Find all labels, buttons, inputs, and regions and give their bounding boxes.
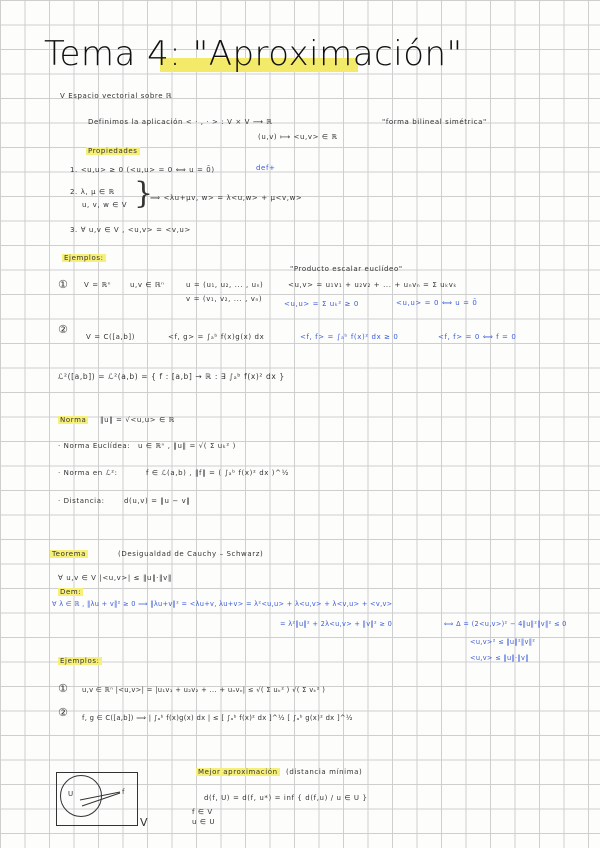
brace-icon: } [134,176,154,211]
example-4-number: ② [58,706,69,719]
norma-euclidea-label: · Norma Euclídea: [58,442,131,450]
distancia-label: · Distancia: [58,497,105,505]
example-3-number: ① [58,682,69,695]
example-1-u: u = (u₁, u₂, ... , uₙ) [186,281,264,289]
ejemplos-label-1: Ejemplos: [64,254,104,262]
property-2-condition-2: u, v, w ∈ V [82,201,128,209]
property-2-condition-1: 2. λ, μ ∈ ℝ [70,188,115,196]
property-1: 1. <u,u> ≥ 0 (<u,u> = 0 ⟺ u = 0̄) [70,166,215,174]
example-2-definition: <f, g> = ∫ₐᵇ f(x)g(x) dx [168,333,265,341]
demostracion-label: Dem: [60,588,82,596]
mejor-aproximacion-definition: d(f, U) = d(f, u*) = inf { d(f,u) / u ∈ U } [204,794,368,802]
example-1-vars: u,v ∈ ℝⁿ [130,281,165,289]
norma-euclidea-definition: u ∈ ℝⁿ , ‖u‖ = √( Σ uₖ² ) [138,442,236,450]
teorema-name: (Desigualdad de Cauchy – Schwarz) [118,550,264,558]
example-3-text: u,v ∈ ℝⁿ |<u,v>| = |u₁v₁ + u₂v₂ + ... + uₙvₙ| ≤ √( Σ uₖ² ) √( Σ vₖ² ) [82,686,326,694]
norma-l2-definition: f ∈ ℒ(a,b) , ‖f‖ = ( ∫ₐᵇ f(x)² dx )^½ [146,469,289,477]
property-1-note: def+ [256,164,276,172]
diagram-label-v: V [140,816,149,829]
example-1-number: ① [58,278,69,291]
projection-lines [56,772,138,826]
example-2-number: ② [58,323,69,336]
example-2-positivity: <f, f> = ∫ₐᵇ f(x)² dx ≥ 0 [300,333,399,341]
l2-space-definition: ℒ²([a,b]) = ℒ²(a,b) = { f : [a,b] → ℝ : ∃ ∫ₐᵇ f(x)² dx } [58,372,285,381]
demostracion-line-3: <u,v>² ≤ ‖u‖²‖v‖² [470,638,536,646]
page-title: Tema 4: "Aproximación" [44,34,463,74]
example-2-zero: <f, f> = 0 ⟺ f = 0 [438,333,517,341]
example-1-zero: <u,u> = 0 ⟺ u = 0̄ [396,299,478,307]
condition-f: f ∈ V [192,808,213,816]
example-4-text: f, g ∈ C([a,b]) ⟹ | ∫ₐᵇ f(x)g(x) dx | ≤ [ ∫ₐᵇ f(x)² dx ]^½ [ ∫ₐᵇ g(x)² dx ]^½ [82,714,353,722]
definition-note: "forma bilineal simétrica" [382,118,487,126]
example-1-v: v = (v₁, v₂, ... , vₙ) [186,295,263,303]
norma-l2-label: · Norma en ℒ²: [58,469,118,477]
demostracion-line-2b: ⟺ Δ = (2<u,v>)² − 4‖u‖²‖v‖² ≤ 0 [444,620,567,628]
propiedades-label: Propiedades [88,147,138,155]
vector-space-heading: V Espacio vectorial sobre ℝ [60,92,173,100]
definition-line-2: (u,v) ⟼ <u,v> ∈ ℝ [258,133,338,141]
teorema-label: Teorema [52,550,87,558]
mejor-aproximacion-label: Mejor aproximación [198,768,278,776]
teorema-statement: ∀ u,v ∈ V |<u,v>| ≤ ‖u‖·‖v‖ [58,574,172,582]
diagram-label-f: f [122,788,126,796]
example-1-note: "Producto escalar euclídeo" [290,265,403,273]
diagram-label-u: U [68,790,74,798]
demostracion-line-4: <u,v> ≤ ‖u‖·‖v‖ [470,654,529,662]
property-2-equation: ⟹ <λu+μv, w> = λ<u,w> + μ<v,w> [150,194,303,202]
norma-definition: ‖u‖ = √<u,u> ∈ ℝ [100,416,175,424]
example-1-space: V = ℝⁿ [84,281,112,289]
distancia-definition: d(u,v) = ‖u − v‖ [124,497,191,505]
mejor-aproximacion-note: (distancia mínima) [286,768,363,776]
norma-label: Norma [60,416,87,424]
example-2-space: V = C([a,b]) [86,333,136,341]
example-1-definition: <u,v> = u₁v₁ + u₂v₂ + ... + uₙvₙ = Σ uₖvₖ [288,281,458,289]
property-3: 3. ∀ u,v ∈ V , <u,v> = <v,u> [70,226,191,234]
condition-u: u ∈ U [192,818,216,826]
demostracion-line-1: ∀ λ ∈ ℝ , ‖λu + v‖² ≥ 0 ⟹ ‖λu+v‖² = <λu+v, λu+v> = λ²<u,u> + λ<u,v> + λ<v,u> + <v,v> [52,600,393,608]
example-1-positivity: <u,u> = Σ uₖ² ≥ 0 [284,300,359,308]
demostracion-line-2: = λ²‖u‖² + 2λ<u,v> + ‖v‖² ≥ 0 [280,620,393,628]
definition-line-1: Definimos la aplicación < · , · > : V × V ⟶ ℝ [88,118,273,126]
ejemplos-label-2: Ejemplos: [60,657,100,665]
